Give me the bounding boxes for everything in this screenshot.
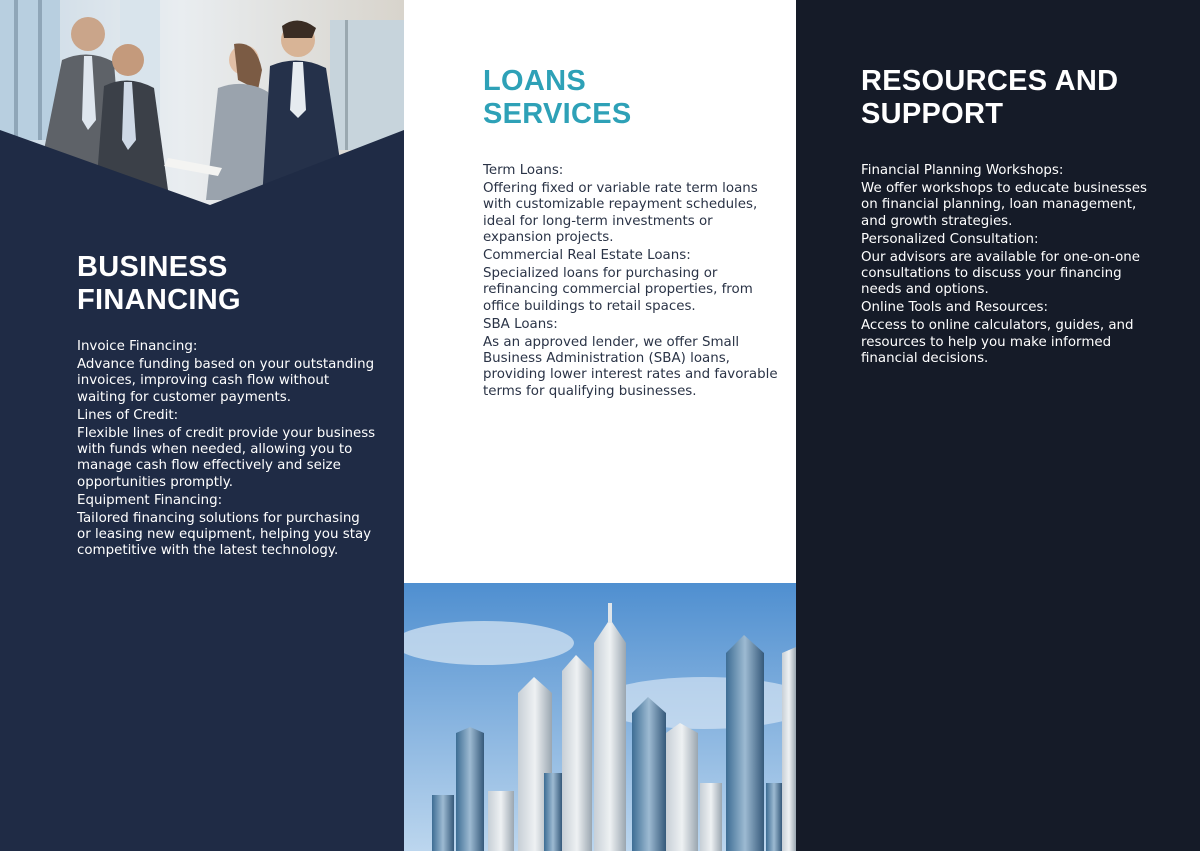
item-description: Access to online calculators, guides, and resources to help you make informed financial decisions. — [861, 318, 1134, 366]
item-title: Commercial Real Estate Loans: — [483, 248, 691, 264]
list-item — [861, 163, 1161, 230]
business-team-photo — [0, 0, 404, 210]
list-item — [483, 248, 783, 315]
heading-line: RESOURCES AND — [861, 65, 1119, 97]
item-description: Advance funding based on your outstanding invoices, improving cash flow without waiting for customer payments. — [77, 356, 375, 405]
business-financing-list — [77, 339, 377, 561]
item-description: As an approved lender, we offer Small Business Administration (SBA) loans, providing lower interest rates and favorable terms for qualifying businesses. — [483, 334, 778, 399]
item-description: Offering fixed or variable rate term loans with customizable repayment schedules, ideal for long-term investments or expansion projects. — [483, 180, 758, 246]
item-title: Personalized Consultation: — [861, 231, 1039, 247]
heading-line: BUSINESS — [77, 251, 228, 283]
list-item — [77, 339, 377, 406]
item-title: Online Tools and Resources: — [861, 300, 1049, 316]
item-description: Specialized loans for purchasing or refinancing commercial properties, from office buildings to retail spaces. — [483, 265, 753, 314]
resources-support-heading — [861, 65, 1118, 131]
list-item — [861, 232, 1161, 299]
item-title: Lines of Credit: — [77, 407, 179, 423]
list-item — [483, 317, 783, 401]
list-item — [861, 300, 1161, 367]
resources-support-panel — [796, 0, 1200, 851]
list-item — [77, 408, 377, 492]
heading-line: SERVICES — [483, 98, 632, 130]
resources-support-list — [861, 163, 1161, 369]
loans-services-heading — [483, 65, 632, 131]
item-title: Financial Planning Workshops: — [861, 163, 1064, 178]
item-description: Flexible lines of credit provide your business with funds when needed, allowing you to manage cash flow effectively and seize opportunities promptly. — [77, 425, 376, 490]
item-title: Term Loans: — [483, 163, 564, 178]
business-financing-heading — [77, 251, 241, 317]
item-description: Our advisors are available for one-on-one consultations to discuss your financing needs and options. — [861, 249, 1140, 298]
item-title: Invoice Financing: — [77, 339, 198, 354]
list-item — [77, 493, 377, 560]
list-item — [483, 163, 783, 247]
item-description: We offer workshops to educate businesses on financial planning, loan management, and growth strategies. — [861, 180, 1147, 229]
loans-services-list — [483, 163, 783, 402]
item-title: Equipment Financing: — [77, 492, 223, 508]
item-description: Tailored financing solutions for purchasing or leasing new equipment, helping you stay competitive with the latest technology. — [77, 510, 372, 559]
city-skyline-photo — [404, 583, 796, 851]
business-financing-panel — [0, 0, 404, 851]
loans-services-panel — [404, 0, 796, 851]
heading-line: FINANCING — [77, 284, 241, 316]
heading-line: LOANS — [483, 65, 586, 97]
heading-line: SUPPORT — [861, 98, 1004, 130]
item-title: SBA Loans: — [483, 316, 558, 332]
